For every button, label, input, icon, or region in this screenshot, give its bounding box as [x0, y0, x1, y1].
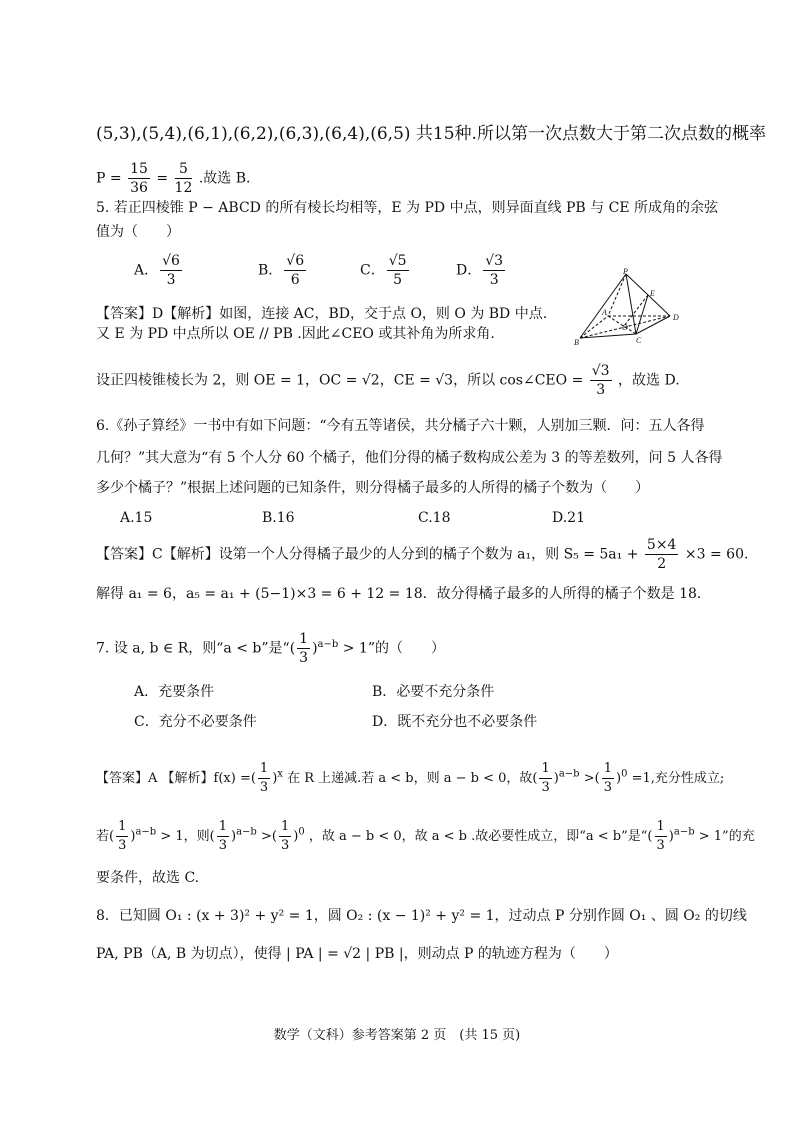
q6-stem-1: 6.《孙子算经》一书中有如下问题：“今有五等诸侯，共分橘子六十颗，人别加三颗．问：五人各得 — [96, 418, 705, 434]
q7-option-d: D．既不充分也不必要条件 — [372, 714, 538, 730]
prob-fraction-2: $\frac{5}{12}$ — [174, 161, 193, 196]
prob-eq: = — [156, 170, 169, 187]
prob-prefix: P = — [96, 170, 122, 187]
q6-option-a: A.15 — [120, 510, 153, 526]
label-c: C — [636, 336, 642, 345]
q5-answer-1: 【答案】D【解析】如图，连接 AC，BD，交于点 O，则 O 为 BD 中点. — [96, 306, 548, 322]
label-o: O — [622, 323, 628, 332]
label-p: P — [623, 268, 628, 276]
q5-answer-3: 设正四棱锥棱长为 2，则 OE = 1，OC = √2，CE = √3，所以 cos∠CEO = $\frac{√3}{3}$ ，故选 D. — [96, 363, 680, 398]
page-footer: 数学（文科）参考答案第 2 页 (共 15 页) — [273, 1028, 521, 1043]
q6-option-c: C.18 — [418, 510, 451, 526]
q6-answer-1: 【答案】C【解析】设第一个人分得橘子最少的人分到的橘子个数为 a₁，则 S₅ = 5a₁ + $\frac{5\times 4}{2}$ ×3 = 60. — [96, 537, 749, 572]
q6-answer-2: 解得 a₁ = 6，a₅ = a₁ + (5−1)×3 = 6 + 12 = 18．故分得橘子最多的人所得的橘子个数是 18． — [96, 586, 711, 602]
q6-stem-3: 多少个橘子？”根据上述问题的已知条件，则分得橘子最多的人所得的橘子个数为（ ） — [96, 480, 650, 496]
outcomes-text: (5,3),(5,4),(6,1),(6,2),(6,3),(6,4),(6,5) 共15种.所以第一次点数大于第二次点数的概率 — [96, 124, 766, 144]
q6-option-d: D.21 — [552, 510, 585, 526]
q7-answer-2: 若( $\frac{1}{3}$ )$^{a-b}$ > 1，则( $\frac{1}{3}$ )$^{a-b}$ >( $\frac{1}{3}$ )$^0$ ，故 a − b < 0，故 a < b .故必要性成立，即“a < b”是“( $\frac{1}{3}$ )$^{a-b}$ > 1”的充 — [96, 819, 755, 853]
q6-option-b: B.16 — [262, 510, 295, 526]
q7-stem: 7. 设 a, b ∈ R，则“a < b”是“( $\frac{1}{3}$ )$^{a-b}$ > 1”的（ ） — [96, 631, 445, 666]
q7-option-a: A．充要条件 — [134, 684, 215, 700]
q7-option-b: B．必要不充分条件 — [372, 684, 495, 700]
prob-tail: .故选 B. — [198, 170, 251, 187]
q5-option-c: C． $\frac{√5}{5}$ — [360, 253, 407, 288]
q7-option-c: C．充分不必要条件 — [134, 714, 257, 730]
probability-line — [96, 160, 706, 197]
q8-stem-1: 8．已知圆 O₁ : (x + 3)² + y² = 1，圆 O₂ : (x − 1)² + y² = 1，过动点 P 分别作圆 O₁ 、圆 O₂ 的切线 — [96, 908, 747, 924]
q8-stem-2: PA, PB（A, B 为切点），使得 | PA | = √2 | PB |，则动点 P 的轨迹方程为（ ） — [96, 946, 618, 962]
pyramid-figure — [572, 268, 688, 348]
label-e: E — [650, 289, 655, 298]
q5-option-d: D． $\frac{√3}{3}$ — [456, 253, 504, 288]
prob-fraction-1: $\frac{15}{36}$ — [130, 161, 148, 196]
label-a: A — [602, 308, 607, 317]
q5-stem-2: 值为（ ） — [96, 224, 180, 240]
q6-stem-2: 几何？”其大意为“有 5 个人分 60 个橘子，他们分得的橘子数构成公差为 3 的等差数列，问 5 人各得 — [96, 450, 723, 466]
q5-answer-2: 又 E 为 PD 中点所以 OE // PB .因此∠CEO 或其补角为所求角. — [96, 326, 495, 342]
label-b: B — [574, 338, 579, 347]
q5-option-b: B． $\frac{√6}{6}$ — [258, 253, 305, 288]
q5-option-a: A． $\frac{√6}{3}$ — [134, 253, 180, 288]
label-d: D — [673, 313, 679, 322]
q5-stem-1: 5. 若正四棱锥 P − ABCD 的所有棱长均相等，E 为 PD 中点，则异面直线 PB 与 CE 所成角的余弦 — [96, 200, 719, 216]
continuation-line-1 — [96, 124, 766, 145]
q7-answer-1: 【答案】A 【解析】f(x) =( $\frac{1}{3}$ )$^x$ 在 R 上递减.若 a < b，则 a − b < 0，故( $\frac{1}{3}$ )$^{a-b}$ >( $\frac{1}{3}$ )$^0$ =1,充分性成立; — [96, 761, 725, 795]
q7-answer-3: 要条件，故选 C. — [96, 870, 200, 886]
